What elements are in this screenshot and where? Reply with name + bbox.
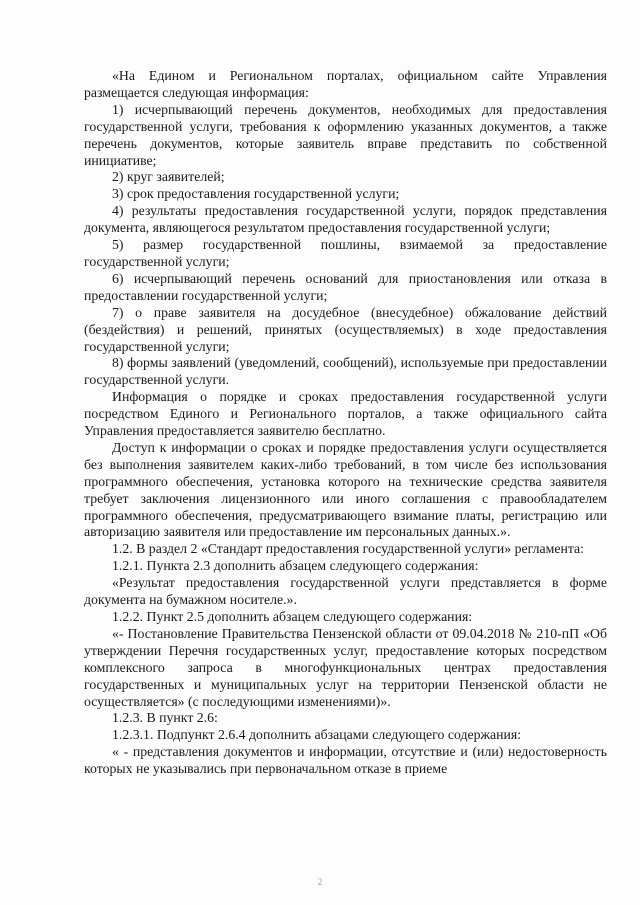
paragraph: 4) результаты предоставления государственной услуги, порядок представления документа, являющегося результатом предоставления государственной услуги;: [84, 203, 607, 236]
paragraph: 3) срок предоставления государственной услуги;: [112, 186, 400, 202]
page-number: 2: [317, 877, 323, 887]
paragraph: 1.2.2. Пункт 2.5 дополнить абзацем следующего содержания:: [112, 609, 473, 624]
paragraph: 6) исчерпывающий перечень оснований для приостановления или отказа в предоставлении государственной услуги;: [84, 270, 607, 303]
paragraph: 1.2.1. Пункта 2.3 дополнить абзацем следующего содержания:: [112, 558, 479, 574]
paragraph: «Результат предоставления государственной услуги представляется в форме документа на бумажном носителе.».: [84, 575, 607, 608]
paragraph: 8) формы заявлений (уведомлений, сообщений), используемые при предоставлении государственной услуги.: [84, 355, 607, 388]
paragraph: 1.2. В раздел 2 «Стандарт предоставления государственной услуги» регламента:: [112, 541, 584, 557]
paragraph: «- Постановление Правительства Пензенской области от 09.04.2018 № 210-пП «Об утверждении Перечня государственных услуг, предоставление которых посредством комплексного запроса в многофункциональных центрах предоставления государственных и муниципальных услуг на территории Пензенской области не осуществляется» (с последующими изменениями)».: [84, 625, 607, 709]
document-body: [84, 68, 607, 778]
paragraph: Информация о порядке и сроках предоставления государственной услуги посредством Единого и Регионального порталов, а также официального сайта Управления предоставляется заявителю бесплатно.: [84, 389, 607, 439]
paragraph: «На Едином и Региональном порталах, официальном сайте Управления размещается следующая информация:: [84, 68, 607, 100]
paragraph: 1) исчерпывающий перечень документов, необходимых для предоставления государственной услуги, требования к оформлению указанных документов, а также перечень документов, которые заявитель вправе представить по собственной инициативе;: [84, 101, 607, 168]
paragraph: 5) размер государственной пошлины, взимаемой за предоставление государственной услуги;: [84, 237, 607, 269]
paragraph: 1.2.3.1. Подпункт 2.6.4 дополнить абзацами следующего содержания:: [112, 727, 522, 743]
paragraph: 2) круг заявителей;: [112, 169, 225, 185]
paragraph: 1.2.3. В пункт 2.6:: [112, 710, 218, 726]
paragraph: Доступ к информации о сроках и порядке предоставления услуги осуществляется без выполнения заявителем каких-либо требований, в том числе без использования программного обеспечения, установка которого на технические средства заявителя требует заключения лицензионного или иного соглашения с правообладателем программного обеспечения, предусматривающего взимание платы, регистрацию или авторизацию заявителя или предоставление им персональных данных.».: [84, 439, 607, 540]
paragraph: 7) о праве заявителя на досудебное (внесудебное) обжалование действий (бездействия) и решений, принятых (осуществляемых) в ходе предоставления государственной услуги;: [84, 304, 607, 354]
paragraph: « - представления документов и информации, отсутствие и (или) недостоверность которых не указывались при первоначальном отказе в приеме: [84, 744, 607, 777]
